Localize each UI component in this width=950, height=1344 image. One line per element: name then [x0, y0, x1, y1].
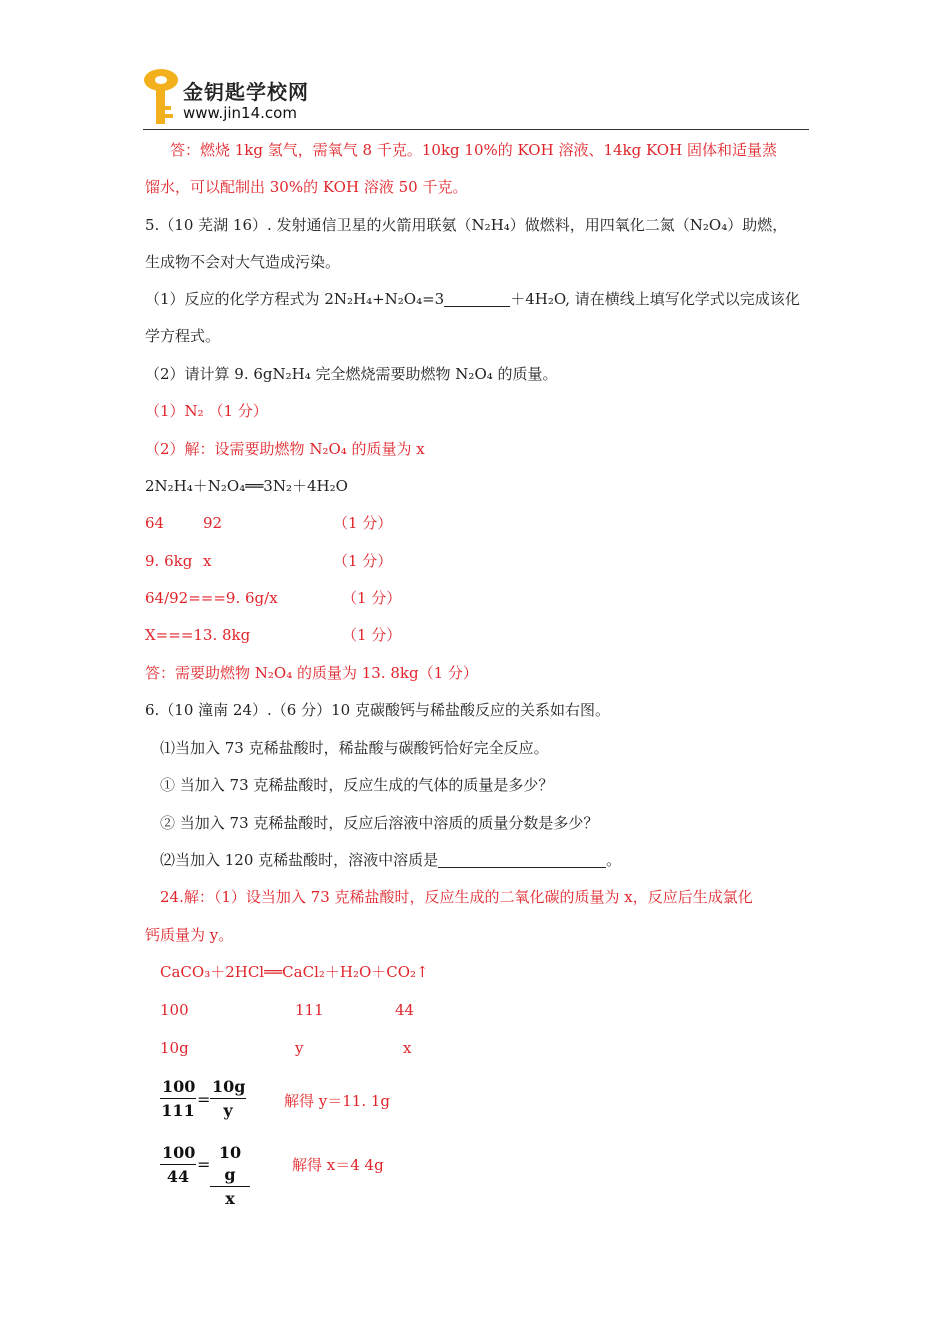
ratio-row-1-a: 64	[145, 514, 165, 532]
answer-line-1: 答：燃烧 1kg 氢气，需氧气 8 千克。10kg 10%的 KOH 溶液、14kg KOH 固体和适量蒸	[170, 141, 777, 159]
header-divider	[143, 129, 809, 130]
fraction-2-right	[210, 1142, 250, 1211]
solution-line: X===13. 8kg	[145, 626, 251, 644]
fraction-2-left	[160, 1142, 196, 1189]
question-6-title: 6.（10 潼南 24）.（6 分）10 克碳酸钙与稀盐酸反应的关系如右图。	[145, 701, 610, 719]
question-5-part-1-cont: 学方程式。	[145, 327, 221, 345]
mass-row-1-b: 111	[295, 1001, 324, 1019]
ratio-row-2-score: （1 分）	[333, 552, 393, 570]
fraction-1-left	[160, 1076, 196, 1123]
fraction-2-result: 解得 x＝4 4g	[292, 1156, 384, 1174]
fraction-1-right-num: 10g	[210, 1076, 246, 1099]
ratio-row-1-score: （1 分）	[333, 514, 393, 532]
ratio-row-1-b: 92	[203, 514, 223, 532]
proportion-score: （1 分）	[342, 589, 402, 607]
question-5-part-1-a: （1）反应的化学方程式为 2N₂H₄+N₂O₄=3	[145, 290, 445, 308]
logo-url: www.jin14.com	[183, 104, 297, 122]
page-header	[143, 64, 809, 130]
mass-row-2-a: 10g	[160, 1039, 189, 1057]
mass-row-1-a: 100	[160, 1001, 189, 1019]
question-6-part-2-text: ⑵当加入 120 克稀盐酸时，溶液中溶质是	[160, 851, 439, 869]
fraction-1-right	[210, 1076, 246, 1123]
fraction-2-equals: =	[197, 1155, 211, 1174]
fraction-2-left-den: 44	[166, 1167, 190, 1186]
question-6-sub-2: ② 当加入 73 克稀盐酸时，反应后溶液中溶质的质量分数是多少？	[160, 814, 599, 832]
answer-5-part-1: （1）N₂ （1 分）	[145, 402, 268, 420]
answer-5-final: 答：需要助燃物 N₂O₄ 的质量为 13. 8kg（1 分）	[145, 664, 478, 682]
answer-6-line-1: 24.解：（1）设当加入 73 克稀盐酸时，反应生成的二氧化碳的质量为 x，反应后生成氯化	[160, 888, 753, 906]
answer-6-equation: CaCO₃＋2HCl══CaCl₂＋H₂O＋CO₂↑	[160, 963, 429, 981]
question-5-line-2: 生成物不会对大气造成污染。	[145, 253, 341, 271]
fraction-2-right-den: x	[225, 1189, 235, 1208]
question-5-part-1-b: ＋4H₂O, 请在横线上填写化学式以完成该化	[510, 290, 800, 308]
ratio-row-2-a: 9. 6kg	[145, 552, 193, 570]
question-5-line-1: 5.（10 芜湖 16）. 发射通信卫星的火箭用联氨（N₂H₄）做燃料，用四氧化二氮（N₂O₄）助燃，	[145, 216, 788, 234]
mass-row-2-b: y	[295, 1039, 304, 1057]
answer-5-part-2: （2）解：设需要助燃物 N₂O₄ 的质量为 x	[145, 440, 425, 458]
fraction-2-left-num: 100	[160, 1142, 196, 1165]
mass-row-1-c: 44	[395, 1001, 415, 1019]
proportion-line: 64/92===9. 6g/x	[145, 589, 278, 607]
question-5-part-1	[145, 289, 800, 309]
answer-blank	[444, 290, 510, 307]
ratio-row-2-b: x	[203, 552, 212, 570]
question-6-part-2-end: 。	[606, 851, 622, 869]
fraction-1-result: 解得 y＝11. 1g	[284, 1092, 391, 1110]
mass-row-2-c: x	[403, 1039, 412, 1057]
fraction-1-left-den: 111	[161, 1101, 195, 1120]
fraction-2-right-num: 10 g	[210, 1142, 250, 1187]
question-6-part-1: ⑴当加入 73 克稀盐酸时，稀盐酸与碳酸钙恰好完全反应。	[160, 739, 549, 757]
key-logo-icon	[143, 68, 179, 130]
logo-name: 金钥匙学校网	[183, 80, 309, 104]
answer-blank	[438, 851, 606, 868]
question-6-part-2	[160, 850, 621, 870]
answer-6-line-2: 钙质量为 y。	[145, 926, 234, 944]
answer-line-2: 馏水，可以配制出 30%的 KOH 溶液 50 千克。	[145, 178, 468, 196]
question-6-sub-1: ① 当加入 73 克稀盐酸时，反应生成的气体的质量是多少？	[160, 776, 554, 794]
question-5-part-2: （2）请计算 9. 6gN₂H₄ 完全燃烧需要助燃物 N₂O₄ 的质量。	[145, 365, 558, 383]
solution-score: （1 分）	[342, 626, 402, 644]
fraction-1-equals: =	[197, 1090, 211, 1109]
fraction-1-left-num: 100	[160, 1076, 196, 1099]
equation-line: 2N₂H₄＋N₂O₄══3N₂＋4H₂O	[145, 477, 348, 495]
fraction-1-right-den: y	[223, 1101, 233, 1120]
